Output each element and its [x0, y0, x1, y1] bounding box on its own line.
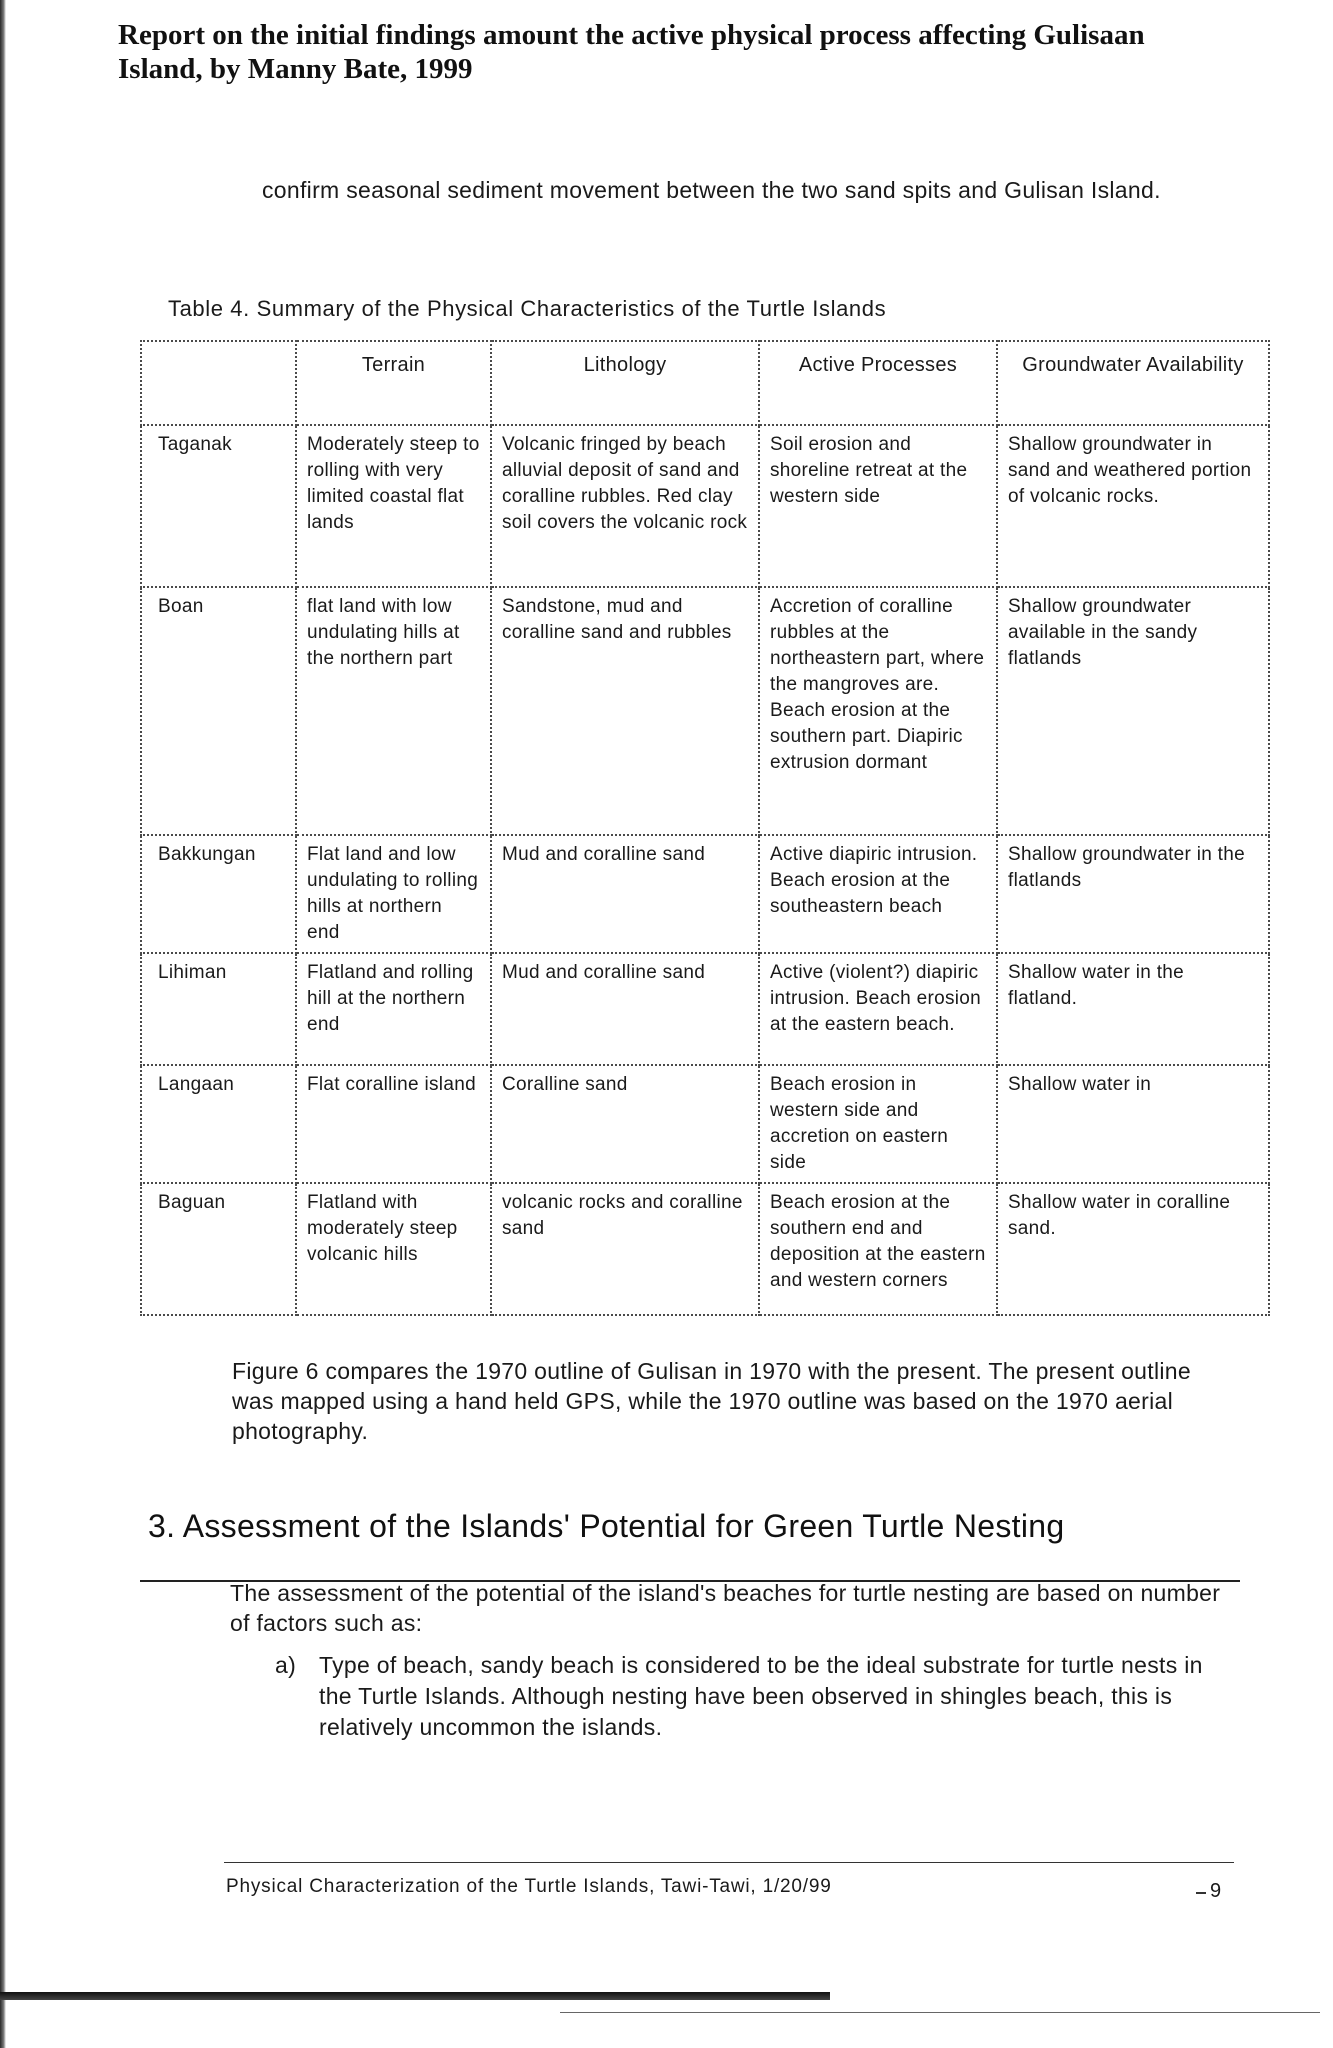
page-number: 9	[1210, 1880, 1222, 1902]
lithology-cell: Volcanic fringed by beach alluvial deposit of sand and coralline rubbles. Red clay soil covers the volcanic rock	[491, 425, 759, 587]
island-name-cell: Taganak	[141, 425, 296, 587]
physical-characteristics-table	[140, 340, 1270, 1316]
island-name-cell: Boan	[141, 587, 296, 835]
figure-paragraph: Figure 6 compares the 1970 outline of Gulisan in 1970 with the present. The present outline was mapped using a hand held GPS, while the 1970 outline was based on the 1970 aerial photography.	[232, 1358, 1191, 1444]
table-row	[141, 1065, 1269, 1183]
table-row	[141, 1183, 1269, 1315]
section-heading: 3. Assessment of the Islands' Potential for Green Turtle Nesting	[148, 1508, 1065, 1544]
terrain-cell: Flatland and rolling hill at the northern end	[296, 953, 491, 1065]
processes-cell: Soil erosion and shoreline retreat at the western side	[759, 425, 997, 587]
terrain-cell: flat land with low undulating hills at the northern part	[296, 587, 491, 835]
lithology-cell: Sandstone, mud and coralline sand and rubbles	[491, 587, 759, 835]
processes-cell: Beach erosion at the southern end and deposition at the eastern and western corners	[759, 1183, 997, 1315]
groundwater-cell: Shallow water in	[997, 1065, 1269, 1183]
assessment-intro-paragraph: The assessment of the potential of the island's beaches for turtle nesting are based on number of factors such as:	[230, 1580, 1221, 1636]
lithology-cell: Coralline sand	[491, 1065, 759, 1183]
processes-cell: Beach erosion in western side and accretion on eastern side	[759, 1065, 997, 1183]
table-row	[141, 425, 1269, 587]
table-row	[141, 953, 1269, 1065]
scan-artifact-bar	[0, 1992, 830, 2000]
lithology-cell: volcanic rocks and coralline sand	[491, 1183, 759, 1315]
lithology-cell: Mud and coralline sand	[491, 953, 759, 1065]
table-header-cell	[141, 341, 296, 425]
table-header-row	[141, 341, 1269, 425]
header-title-line-1: Report on the initial findings amount the active physical process affecting Gulisaan	[118, 19, 1145, 51]
terrain-cell: Moderately steep to rolling with very limited coastal flat lands	[296, 425, 491, 587]
table-row	[141, 835, 1269, 953]
table-header-cell: Lithology	[491, 341, 759, 425]
groundwater-cell: Shallow water in coralline sand.	[997, 1183, 1269, 1315]
terrain-cell: Flat coralline island	[296, 1065, 491, 1183]
footer-divider	[224, 1862, 1234, 1863]
table-header-cell: Active Processes	[759, 341, 997, 425]
list-item-marker: a)	[275, 1652, 297, 1678]
groundwater-cell: Shallow water in the flatland.	[997, 953, 1269, 1065]
terrain-cell: Flatland with moderately steep volcanic hills	[296, 1183, 491, 1315]
terrain-cell: Flat land and low undulating to rolling hills at northern end	[296, 835, 491, 953]
groundwater-cell: Shallow groundwater available in the sandy flatlands	[997, 587, 1269, 835]
island-name-cell: Langaan	[141, 1065, 296, 1183]
page-number-dash	[1196, 1892, 1206, 1894]
footer-text: Physical Characterization of the Turtle Islands, Tawi-Tawi, 1/20/99	[226, 1876, 832, 1897]
lithology-cell: Mud and coralline sand	[491, 835, 759, 953]
table-header-cell: Terrain	[296, 341, 491, 425]
groundwater-cell: Shallow groundwater in the flatlands	[997, 835, 1269, 953]
document-header	[118, 18, 1228, 86]
groundwater-cell: Shallow groundwater in sand and weathered portion of volcanic rocks.	[997, 425, 1269, 587]
island-name-cell: Bakkungan	[141, 835, 296, 953]
processes-cell: Active diapiric intrusion. Beach erosion at the southeastern beach	[759, 835, 997, 953]
scan-page-edge	[0, 0, 6, 2048]
table-header-cell: Groundwater Availability	[997, 341, 1269, 425]
processes-cell: Accretion of coralline rubbles at the northeastern part, where the mangroves are. Beach erosion at the southern part. Diapiric extrusion dormant	[759, 587, 997, 835]
island-name-cell: Lihiman	[141, 953, 296, 1065]
header-title-line-2: Island, by Manny Bate, 1999	[118, 53, 473, 85]
table-row	[141, 587, 1269, 835]
intro-paragraph: confirm seasonal sediment movement between the two sand spits and Gulisan Island.	[262, 177, 1161, 203]
island-name-cell: Baguan	[141, 1183, 296, 1315]
list-item-text: Type of beach, sandy beach is considered to be the ideal substrate for turtle nests in the Turtle Islands. Although nesting have been observed in shingles beach, this is relatively uncommon the islands.	[319, 1652, 1203, 1740]
table-caption: Table 4. Summary of the Physical Characteristics of the Turtle Islands	[168, 296, 887, 321]
scan-artifact-line	[560, 2012, 1320, 2013]
processes-cell: Active (violent?) diapiric intrusion. Beach erosion at the eastern beach.	[759, 953, 997, 1065]
